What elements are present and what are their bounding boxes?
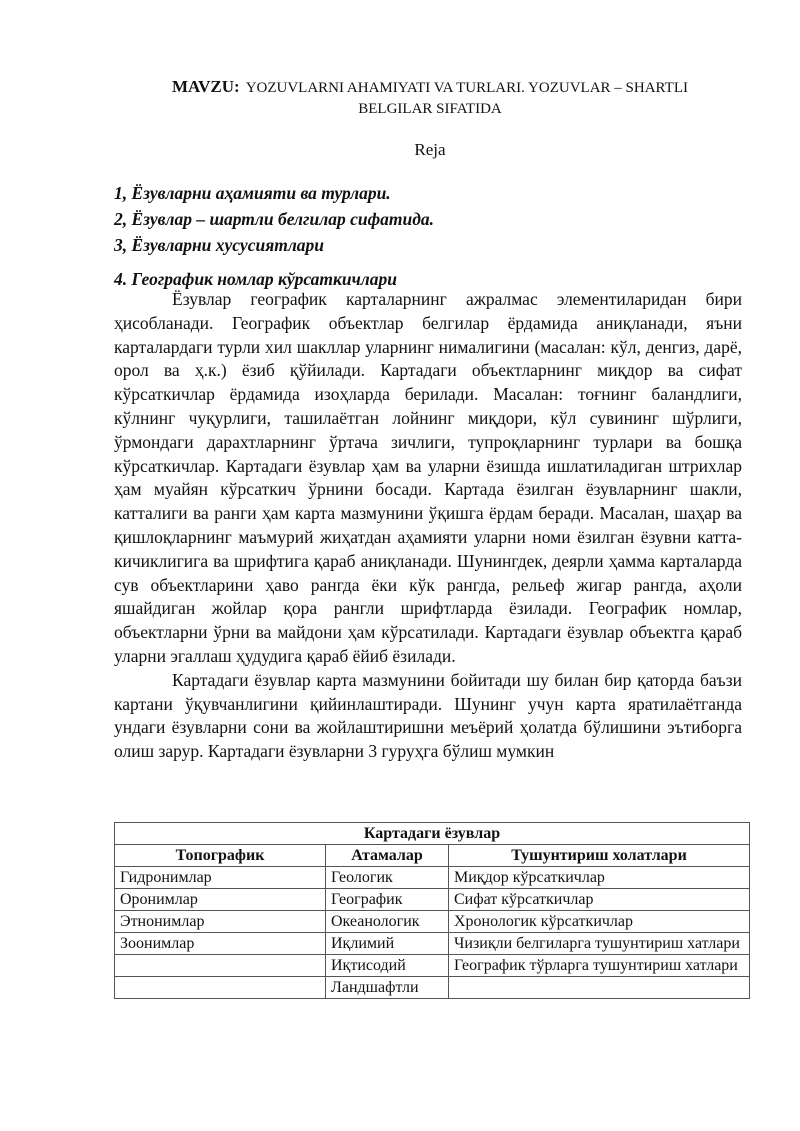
- table-cell: [115, 955, 326, 977]
- table-cell: Гидронимлар: [115, 867, 326, 889]
- title-label: MAVZU:: [172, 77, 240, 96]
- table-row: [115, 977, 750, 999]
- table-cell: Географик: [326, 889, 449, 911]
- plan-list: [114, 180, 754, 292]
- table-cell: Оронимлар: [115, 889, 326, 911]
- table-cell: Этнонимлар: [115, 911, 326, 933]
- plan-item: 2, Ёзувлар – шартли белгилар сифатида.: [114, 209, 435, 229]
- table-cell: Географик тўрларга тушунтириш хатлари: [449, 955, 750, 977]
- table-header: Атамалар: [326, 845, 449, 867]
- table-row: [115, 867, 750, 889]
- page-title: [140, 76, 720, 120]
- table-row: [115, 911, 750, 933]
- body-text: [114, 288, 742, 764]
- table-cell: Миқдор кўрсаткичлар: [449, 867, 750, 889]
- table-cell: Чизиқли белгиларга тушунтириш хатлари: [449, 933, 750, 955]
- paragraph: Ёзувлар географик карталарнинг ажралмас элементиларидан бири ҳисобланади. Географик объектлар белгилар ёрдамида аниқланади, яъни карталардаги турли хил шакллар уларнинг нималигини (масалан: кўл, денгиз, дарё, орол ва ҳ.к.) ёзиб қўйилади. Картадаги объектларнинг миқдор ва сифат кўрсаткичлар ёрдамида изоҳларда берилади. Масалан: тоғнинг баландлиги, кўлнинг чуқурлиги, ташилаётган лойнинг миқдори, кўл сувининг шўрлиги, ўрмондаги дарахтларнинг ўртача зичлиги, тупроқларнинг турлари ва бошқа кўрсаткичлар. Картадаги ёзувлар ҳам ва уларни ёзишда ишлатиладиган штрихлар ҳам муайян кўрсаткич ўрнини босади. Картада ёзилган ёзувларнинг шакли, катталиги ва ранги ҳам карта мазмунини ўқишга ёрдам беради. Масалан, шаҳар ва қишлоқларнинг маъмурий жиҳатдан аҳамияти уларни номи ёзилган ёзувни катта-кичиклигига ва шрифтига қараб аниқланади. Шунингдек, деярли ҳамма карталарда сув объектларини ҳаво рангда ёки кўк рангда, рельеф жигар рангда, аҳоли яшайдиган жойлар қора рангли шрифтларда ёзилади. Географик номлар, объектларни ўрни ва майдони ҳам кўрсатилади. Картадаги ёзувлар объектга қараб уларни эгаллаш ҳудудига қараб ёйиб ёзилади.: [114, 289, 742, 666]
- table-caption: Картадаги ёзувлар: [115, 823, 750, 845]
- table-caption-row: [115, 823, 750, 845]
- plan-item: 1, Ёзувларни аҳамияти ва турлари.: [114, 183, 391, 203]
- title-text: YOZUVLARNI AHAMIYATI VA TURLARI. YOZUVLAR – SHARTLI BELGILAR SIFATIDA: [245, 80, 688, 117]
- table-header: Тушунтириш холатлари: [449, 845, 750, 867]
- plan-item: 4. Географик номлар кўрсаткичлари: [114, 269, 398, 289]
- table-cell: [449, 977, 750, 999]
- map-labels-table: [114, 822, 750, 999]
- table-cell: Зоонимлар: [115, 933, 326, 955]
- table-cell: [115, 977, 326, 999]
- table-header: Топографик: [115, 845, 326, 867]
- table-cell: Иқлимий: [326, 933, 449, 955]
- table-row: [115, 889, 750, 911]
- table-row: [115, 933, 750, 955]
- table-cell: Ландшафтли: [326, 977, 449, 999]
- table-cell: Сифат кўрсаткичлар: [449, 889, 750, 911]
- paragraph: Картадаги ёзувлар карта мазмунини бойитади шу билан бир қаторда баъзи картани ўқувчанлигини қийинлаштиради. Шунинг учун карта яратилаётганда ундаги ёзувларни сони ва жойлаштиришни меъёрий ҳолатда бўлишини эътиборга олиш зарур. Картадаги ёзувларни 3 гуруҳга бўлиш мумкин: [114, 669, 742, 762]
- table-cell: Хронологик кўрсаткичлар: [449, 911, 750, 933]
- table-header-row: [115, 845, 750, 867]
- plan-heading: Reja: [414, 140, 446, 159]
- plan-item: 3, Ёзувларни хусусиятлари: [114, 235, 325, 255]
- table-cell: Океанологик: [326, 911, 449, 933]
- table-cell: Геологик: [326, 867, 449, 889]
- table-row: [115, 955, 750, 977]
- table-cell: Иқтисодий: [326, 955, 449, 977]
